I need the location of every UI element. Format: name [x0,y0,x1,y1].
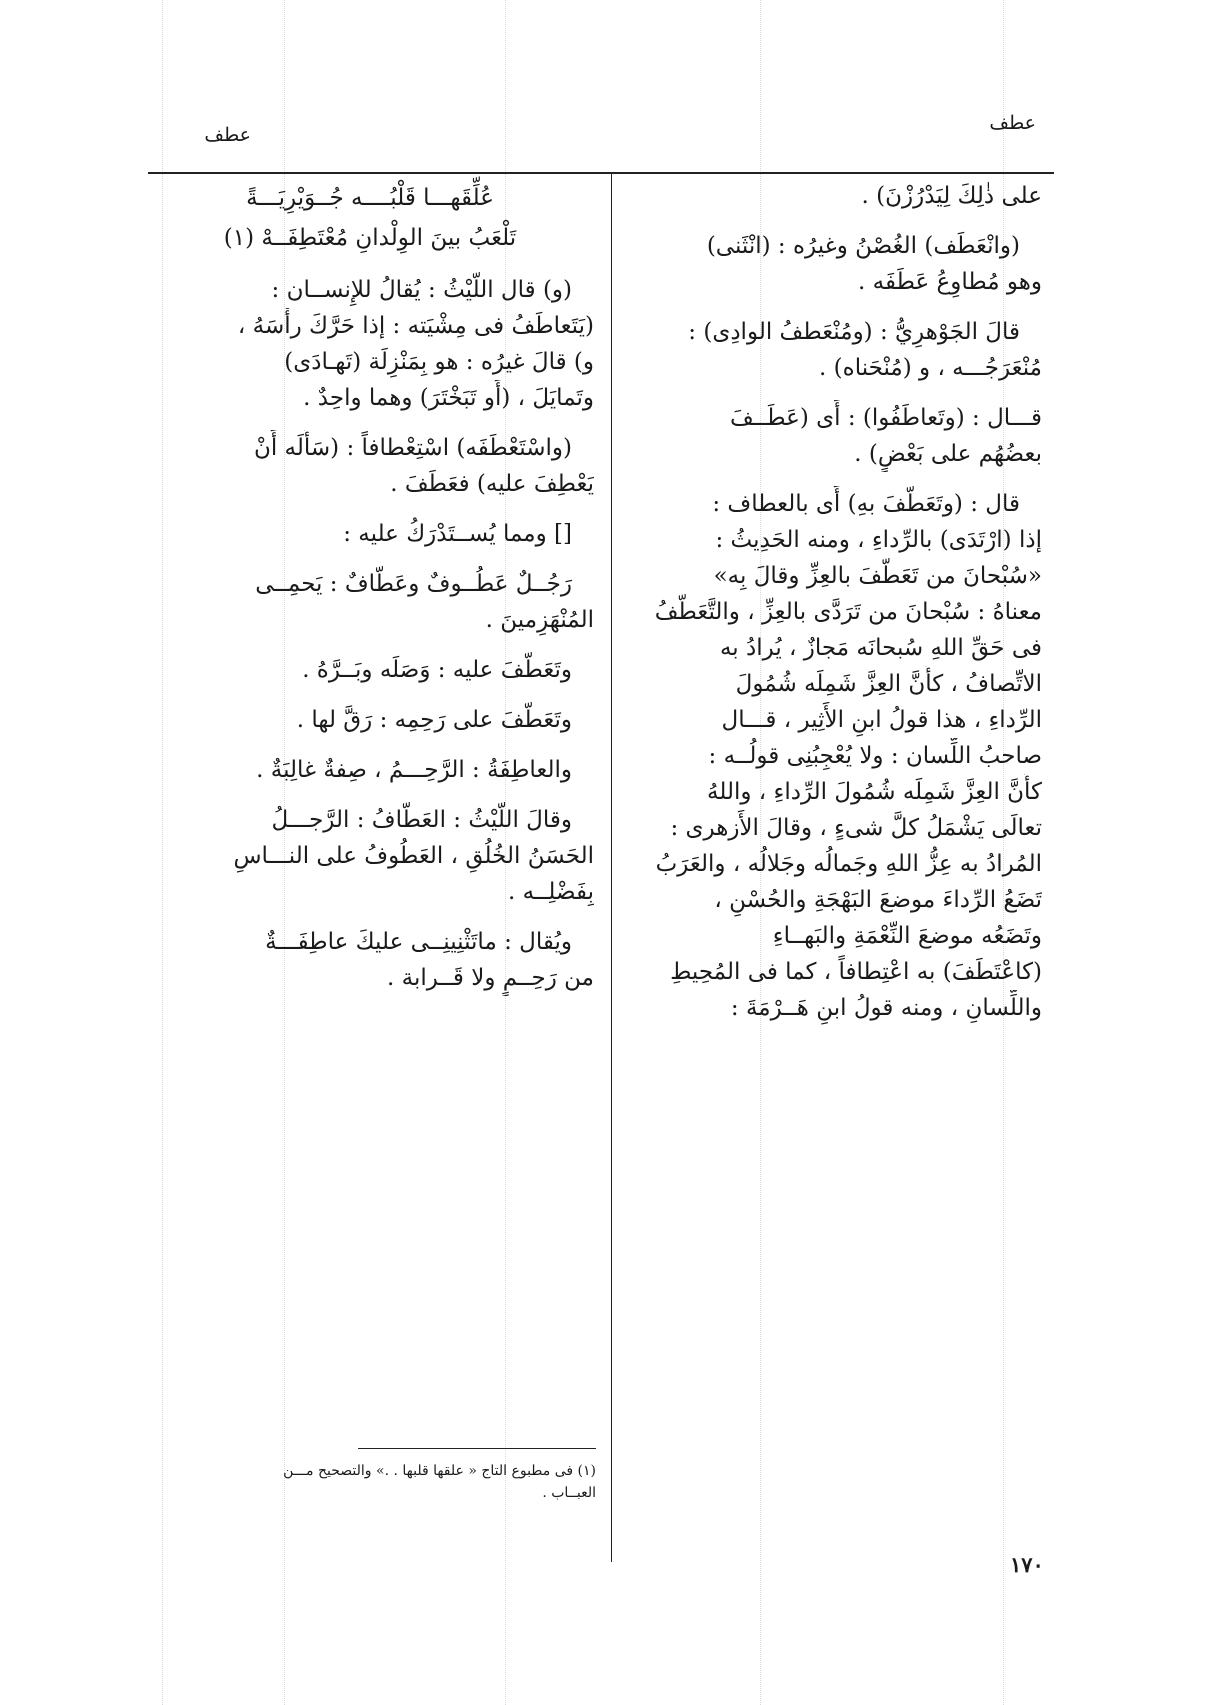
right-column [640,178,1042,1026]
text-line: على ذٰلِكَ لِيَدْرُزْنَ) . [861,183,1042,209]
text-line: (يَتَعاطَفُ فى مِشْيَته : إذا حَرَّكَ رأْسَهُ ، [237,313,594,339]
text-line: معناهُ : سُبْحانَ من تَرَدَّى بالعِزِّ ، والتَّعَطُّفُ [654,599,1042,625]
text-line: واللِّسانِ ، ومنه قولُ ابنِ هَــرْمَةَ : [730,995,1042,1021]
column-divider [611,172,612,1562]
page-number: ١٧٠ [1010,1552,1044,1577]
text-line: وتَعَطَّفَ عليه : وَصَلَه وبَــرَّهُ . [302,657,572,683]
text-line: صاحبُ اللِّسان : ولا يُعْجِبُنِى قولُــه : [708,743,1042,769]
text-line: وتَمايَلَ ، (أَو تَبَخْتَرَ) وهما واحِدٌ . [303,385,594,411]
text-line: يَعْطِفَ عليه) فعَطَفَ . [390,471,594,497]
paragraph-gap [640,386,1042,400]
text-line: وتَضَعُه موضعَ النِّعْمَةِ والبَهــاءِ [772,923,1042,949]
text-line: (واسْتَعْطَفَه) اسْتِعْطافاً : (سَأَلَه أَنْ [253,435,572,461]
paragraph-gap [146,788,594,802]
text-line: الحَسَنُ الخُلُقِ ، العَطُوفُ على النـــاسِ [233,843,594,869]
text-line: الرِّداءِ ، هذا قولُ ابنِ الأَثِير ، قـــال [721,707,1042,733]
text-line: بِفَضْلِــه . [507,879,594,905]
text-line: (وانْعَطَف) الغُصْنُ وغيرُه : (انْثَنى) [706,233,1020,259]
paragraph-gap [146,502,594,516]
text-line: المُرادُ به عِزُّ اللهِ وجَمالُه وجَلالُه ، والعَرَبُ [655,851,1042,877]
text-line: فى حَقِّ اللهِ سُبحانَه مَجازٌ ، يُرادُ به [719,635,1042,661]
text-line: «سُبْحانَ من تَعَطَّفَ بالعِزِّ وقالَ بِه» [713,563,1042,589]
text-line: والعاطِفَةُ : الرَّحِـــمُ ، صِفةٌ غالِبَةٌ . [256,757,572,783]
footnote-line: (١) فى مطبوع التاج « علقها قلبها . .» والتصحيح مـــن [283,1463,596,1479]
text-line: (و) قال اللَّيْثُ : يُقالُ للإِنســان : [271,277,572,303]
text-line: من رَحِــمٍ ولا قَــرابة . [387,965,594,991]
text-line: كأَنَّ العِزَّ شَمِلَه شُمُولَ الرِّداءِ ، واللهُ [707,779,1042,805]
text-line: وتَعَطَّفَ على رَحِمِه : رَقَّ لها . [296,707,572,733]
left-column [146,178,594,996]
paragraph-gap [146,552,594,566]
text-line: تعالَى يَشْمَلُ كلَّ شىءٍ ، وقالَ الأَزهرى : [670,815,1042,841]
text-line: إذا (ارْتَدَى) بالرِّداءِ ، ومنه الحَدِيثُ : [715,527,1042,553]
running-header-right: عطف [989,112,1036,134]
header-rule [148,172,1054,174]
text-line: [] ومما يُســتَدْرَكُ عليه : [343,521,572,547]
text-line: قـــال : (وتَعاطَفُوا) : أَى (عَطَــفَ [730,405,1042,431]
paragraph-gap [146,738,594,752]
paragraph-gap [640,300,1042,314]
paragraph-gap [146,638,594,652]
footnote [146,1460,596,1504]
footnote-rule [358,1448,596,1449]
text-line: بعضُهُم على بَعْضٍ) . [854,441,1042,467]
text-line: ويُقال : ماتَثْنِينِــى عليكَ عاطِفَـــةٌ [265,929,572,955]
text-line: رَجُــلٌ عَطُــوفٌ وعَطّافٌ : يَحمِــى [255,571,572,597]
text-line: قال : (وتَعَطَّفَ بهِ) أَى بالعطاف : [712,491,1020,517]
text-line: وهو مُطاوِعُ عَطَفَه . [858,269,1042,295]
paragraph-gap [146,416,594,430]
paragraph-gap [640,472,1042,486]
footnote-line: العبــاب . [542,1485,596,1501]
text-line: الاتِّصافُ ، كأَنَّ العِزَّ شَمِلَه شُمُولَ [735,671,1042,697]
paragraph-gap [146,258,594,272]
text-line: و) قالَ غيرُه : هو بِمَنْزِلَة (تَهـادَى) [284,349,594,375]
text-line: (كاعْتَطَفَ) به اعْتِطافاً ، كما فى المُحِيطِ [670,959,1042,985]
text-line: مُنْعَرَجُـــه ، و (مُنْحَناه) . [819,355,1042,381]
verse-line: تَلْعَبُ بينَ الوِلْدانِ مُعْتَطِفَــهْ (١) [223,225,517,251]
text-line: المُنْهَزِمينَ . [485,607,594,633]
paragraph-gap [640,214,1042,228]
paragraph-gap [146,688,594,702]
running-header-left: عطف [204,124,251,146]
text-line: تَضَعُ الرِّداءَ موضعَ البَهْجَةِ والحُسْنِ ، [714,887,1042,913]
verse-line: عُلِّقَهـــا قَلْبُــــه جُــوَيْرِيَـــةً [246,185,494,211]
text-line: قالَ الجَوْهرِيُّ : (ومُنْعَطفُ الوادِى) : [688,319,1020,345]
text-line: وقالَ اللَّيْثُ : العَطّافُ : الرَّجـــلُ [271,807,572,833]
paragraph-gap [146,910,594,924]
